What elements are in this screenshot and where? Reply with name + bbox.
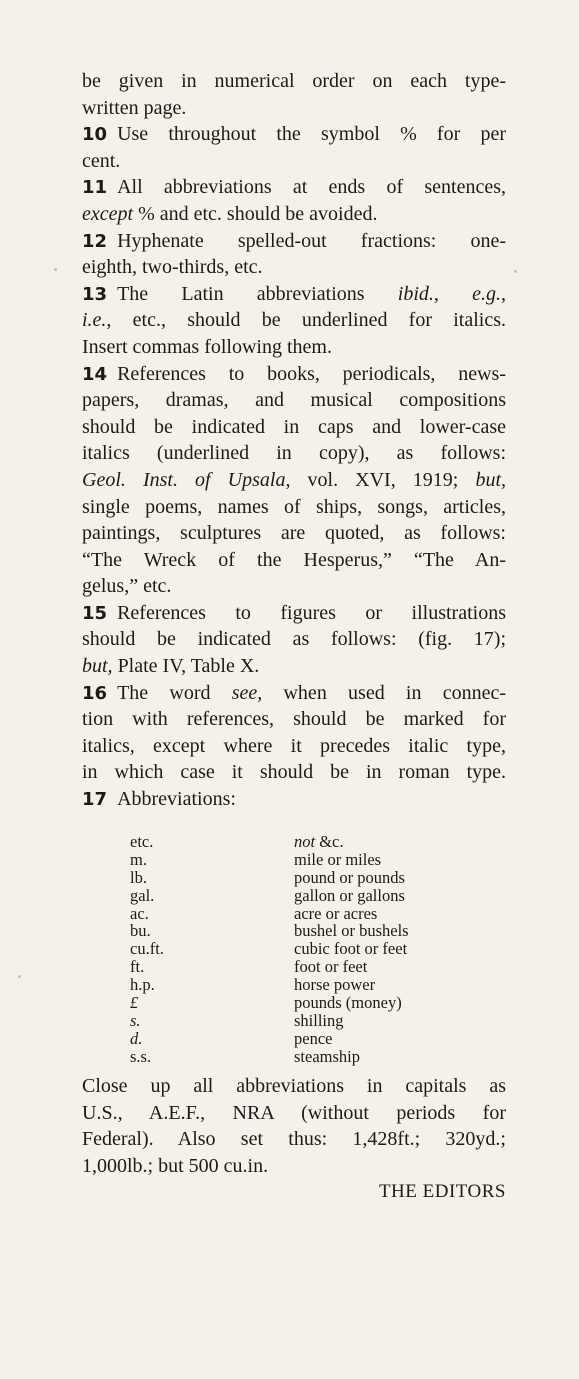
abbreviation-meaning	[294, 1048, 460, 1066]
rule-number: 10	[82, 124, 108, 146]
document-page	[82, 68, 506, 1203]
abbreviation-meaning	[294, 1012, 460, 1030]
text-line	[82, 759, 506, 786]
abbreviation-row	[130, 958, 460, 976]
text-line	[82, 68, 506, 95]
line-text-rest: Plate IV, Table X.	[112, 655, 260, 678]
line-text-rest: vol. XVI, 1919;	[290, 468, 476, 491]
abbreviation: h.p.	[130, 975, 155, 995]
abbreviation: lb.	[130, 867, 147, 887]
text-line	[82, 600, 506, 627]
abbreviation: d.	[130, 1028, 143, 1048]
rule-number: 15	[82, 602, 108, 624]
line-text: be given in numerical order on each type-	[82, 70, 506, 92]
abbreviation-row	[130, 1048, 460, 1066]
text-line	[82, 95, 506, 122]
abbreviation-row	[130, 869, 460, 887]
text-line	[82, 334, 506, 361]
text-line	[82, 733, 506, 760]
text-line	[82, 414, 506, 441]
meaning-text: bushel or bushels	[294, 921, 409, 941]
line-text: single poems, names of ships, songs, articles,	[82, 495, 506, 518]
closing-line: U.S., A.E.F., NRA (without periods for	[82, 1101, 506, 1124]
abbreviation-row	[130, 887, 460, 905]
rule-number: 12	[82, 230, 108, 252]
line-text: The word	[117, 681, 232, 704]
line-text: should be indicated as follows: (fig. 17);	[82, 628, 506, 651]
abbreviation-meaning	[294, 940, 460, 958]
abbreviation-row	[130, 922, 460, 940]
line-text: gelus,” etc.	[82, 575, 172, 598]
abbreviation-meaning	[294, 976, 460, 994]
abbreviation: £	[130, 993, 139, 1013]
line-text: Abbreviations:	[117, 788, 236, 811]
abbreviation-row	[130, 1030, 460, 1048]
meaning-text: &c.	[315, 832, 344, 851]
rule-number: 16	[82, 682, 108, 704]
abbreviation: s.s.	[130, 1046, 152, 1066]
line-text: paintings, sculptures are quoted, as follows:	[82, 522, 506, 545]
abbreviation-meaning	[294, 851, 460, 869]
line-text: italics, except where it precedes italic type,	[82, 734, 506, 757]
line-text: italics (underlined in copy), as follows:	[82, 442, 506, 465]
text-line	[82, 281, 506, 308]
line-text: papers, dramas, and musical compositions	[82, 389, 506, 412]
paper-speck	[18, 975, 21, 978]
line-text: The Latin abbreviations	[117, 282, 398, 305]
text-line	[82, 387, 506, 414]
italic-text: ibid., e.g.,	[397, 282, 506, 305]
abbreviation-meaning	[294, 1030, 460, 1048]
line-text: References to figures or illustrations	[117, 601, 506, 624]
abbreviation-meaning	[294, 922, 460, 940]
paper-speck	[54, 268, 57, 271]
line-text: Insert commas following them.	[82, 335, 332, 358]
italic-text: not	[294, 832, 316, 851]
abbreviation: s.	[130, 1010, 141, 1030]
line-text: tion with references, should be marked for	[82, 708, 506, 731]
closing-section	[82, 1073, 506, 1203]
line-text: “The Wreck of the Hesperus,” “The An-	[82, 548, 506, 571]
text-line	[82, 547, 506, 574]
line-text: Use throughout the symbol % for per	[117, 123, 506, 146]
line-text: written page.	[82, 96, 187, 119]
abbreviation-row	[130, 905, 460, 923]
abbreviation-meaning	[294, 833, 460, 851]
text-line	[82, 494, 506, 521]
numbered-rules	[82, 68, 506, 813]
text-line	[82, 174, 506, 201]
abbreviation: ac.	[130, 903, 149, 923]
rule-number: 13	[82, 283, 108, 305]
abbreviation-meaning	[294, 994, 460, 1012]
text-line	[82, 440, 506, 467]
line-text-rest: when used in connec-	[262, 681, 506, 704]
meaning-text: horse power	[294, 975, 376, 995]
abbreviation: etc.	[130, 832, 154, 851]
line-text: References to books, periodicals, news-	[117, 362, 506, 385]
text-line	[82, 121, 506, 148]
closing-line: Close up all abbreviations in capitals as	[82, 1075, 506, 1097]
text-line	[82, 573, 506, 600]
italic-text: but,	[82, 655, 113, 678]
text-line	[82, 254, 506, 281]
abbreviation: bu.	[130, 921, 151, 941]
meaning-text: foot or feet	[294, 957, 368, 977]
closing-line: 1,000lb.; but 500 cu.in.	[82, 1154, 269, 1177]
italic-text: see,	[231, 681, 263, 704]
meaning-text: mile or miles	[294, 849, 382, 869]
line-text: All abbreviations at ends of sentences,	[117, 176, 506, 199]
abbreviation-row	[130, 833, 460, 851]
line-text: eighth, two-thirds, etc.	[82, 256, 263, 279]
italic-text: except	[82, 202, 134, 225]
abbreviations-table	[130, 833, 460, 1066]
abbreviation: m.	[130, 849, 147, 869]
abbreviation: ft.	[130, 957, 145, 977]
text-line	[82, 626, 506, 653]
text-line	[82, 228, 506, 255]
text-line	[82, 653, 506, 680]
text-line	[82, 706, 506, 733]
line-text-rest: % and etc. should be avoided.	[133, 202, 378, 225]
text-line	[82, 467, 506, 494]
paper-speck	[514, 270, 517, 273]
abbreviation-row	[130, 994, 460, 1012]
meaning-text: acre or acres	[294, 903, 378, 923]
rule-number: 14	[82, 363, 108, 385]
meaning-text: pound or pounds	[294, 867, 405, 887]
text-line	[82, 361, 506, 388]
meaning-text: pounds (money)	[294, 993, 402, 1013]
rule-number: 17	[82, 789, 108, 811]
rule-number: 11	[82, 177, 108, 199]
text-line	[82, 680, 506, 707]
line-text-rest: etc., should be underlined for italics.	[111, 309, 506, 332]
abbreviation-meaning	[294, 869, 460, 887]
text-line	[82, 201, 506, 228]
line-text: Hyphenate spelled-out fractions: one-	[117, 229, 506, 252]
abbreviation: gal.	[130, 885, 155, 905]
text-line	[82, 520, 506, 547]
abbreviation: cu.ft.	[130, 939, 164, 959]
meaning-text: pence	[294, 1028, 333, 1048]
abbreviation-row	[130, 851, 460, 869]
abbreviation-meaning	[294, 905, 460, 923]
meaning-text: gallon or gallons	[294, 885, 405, 905]
text-line	[82, 148, 506, 175]
abbreviation-row	[130, 1012, 460, 1030]
text-line	[82, 307, 506, 334]
abbreviation-row	[130, 940, 460, 958]
line-text: cent.	[82, 149, 121, 172]
abbreviation-row	[130, 976, 460, 994]
meaning-text: steamship	[294, 1046, 360, 1066]
abbreviation-meaning	[294, 887, 460, 905]
signature: THE EDITORS	[378, 1181, 506, 1203]
text-line	[82, 786, 506, 813]
meaning-text: cubic foot or feet	[294, 939, 408, 959]
abbreviation-meaning	[294, 958, 460, 976]
italic-text: Geol. Inst. of Upsala,	[82, 468, 291, 491]
closing-line: Federal). Also set thus: 1,428ft.; 320yd.;	[82, 1128, 506, 1151]
line-text: should be indicated in caps and lower-case	[82, 415, 506, 438]
italic-text: i.e.,	[82, 309, 112, 332]
line-text: in which case it should be in roman type.	[82, 761, 506, 784]
meaning-text: shilling	[294, 1010, 344, 1030]
italic-text: but,	[475, 468, 506, 491]
